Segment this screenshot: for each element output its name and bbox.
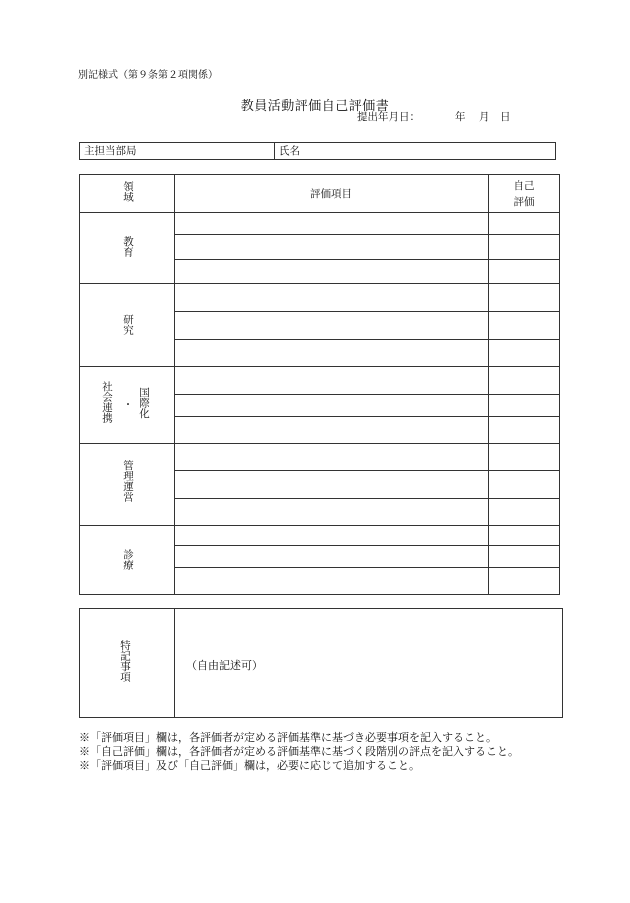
- header-divider: [80, 212, 559, 213]
- special-notes-box: [79, 608, 563, 718]
- header-self-evaluation-line2: 評価: [513, 196, 535, 208]
- row-line: [174, 339, 559, 340]
- field-research: 研究: [122, 314, 134, 335]
- row-line: [174, 416, 559, 417]
- header-field: 領域: [122, 181, 134, 202]
- footnote: ※「評価項目」及び「自己評価」欄は，必要に応じて追加すること。: [79, 759, 420, 772]
- row-line: [174, 394, 559, 395]
- row-line: [174, 259, 559, 260]
- section-divider-research: [80, 366, 559, 367]
- footnotes: [79, 731, 519, 773]
- footnote: ※「自己評価」欄は，各評価者が定める評価基準に基づく段階別の評点を記入すること。: [79, 745, 519, 758]
- year-label: 年: [455, 111, 466, 123]
- field-internationalization: 国際化: [138, 387, 150, 419]
- field-clinical: 診療: [122, 549, 134, 570]
- row-line: [174, 311, 559, 312]
- notes-divider: [174, 609, 175, 717]
- col-divider-1: [174, 175, 175, 594]
- submission-date-label: 提出年月日：: [357, 111, 420, 123]
- row-line: [174, 498, 559, 499]
- field-social-separator: ・: [122, 399, 134, 411]
- evaluation-table: [79, 174, 560, 595]
- field-education: 教育: [122, 236, 134, 257]
- special-notes-label: 特記事項: [119, 640, 131, 682]
- row-line: [174, 234, 559, 235]
- section-divider-management: [80, 525, 559, 526]
- section-divider-education: [80, 283, 559, 284]
- department-label: 主担当部局: [84, 145, 137, 157]
- document-title: 教員活動評価自己評価書: [240, 99, 390, 114]
- footnote: ※「評価項目」欄は，各評価者が定める評価基準に基づき必要事項を記入すること。: [79, 731, 497, 744]
- row-line: [174, 470, 559, 471]
- name-label: 氏名: [279, 145, 300, 157]
- free-description-hint: （自由記述可）: [186, 659, 263, 672]
- month-label: 月: [479, 111, 490, 123]
- row-line: [174, 567, 559, 568]
- header-self-evaluation-line1: 自己: [513, 180, 535, 192]
- col-divider-2: [488, 175, 489, 594]
- form-reference: 別記様式（第９条第２項関係）: [78, 70, 218, 81]
- field-social-cooperation: 社会連携: [101, 381, 113, 423]
- day-label: 日: [500, 111, 511, 123]
- row-line: [174, 545, 559, 546]
- section-divider-social: [80, 443, 559, 444]
- info-row: [79, 142, 556, 160]
- header-evaluation-items: 評価項目: [310, 188, 352, 200]
- field-management: 管理運営: [122, 460, 134, 502]
